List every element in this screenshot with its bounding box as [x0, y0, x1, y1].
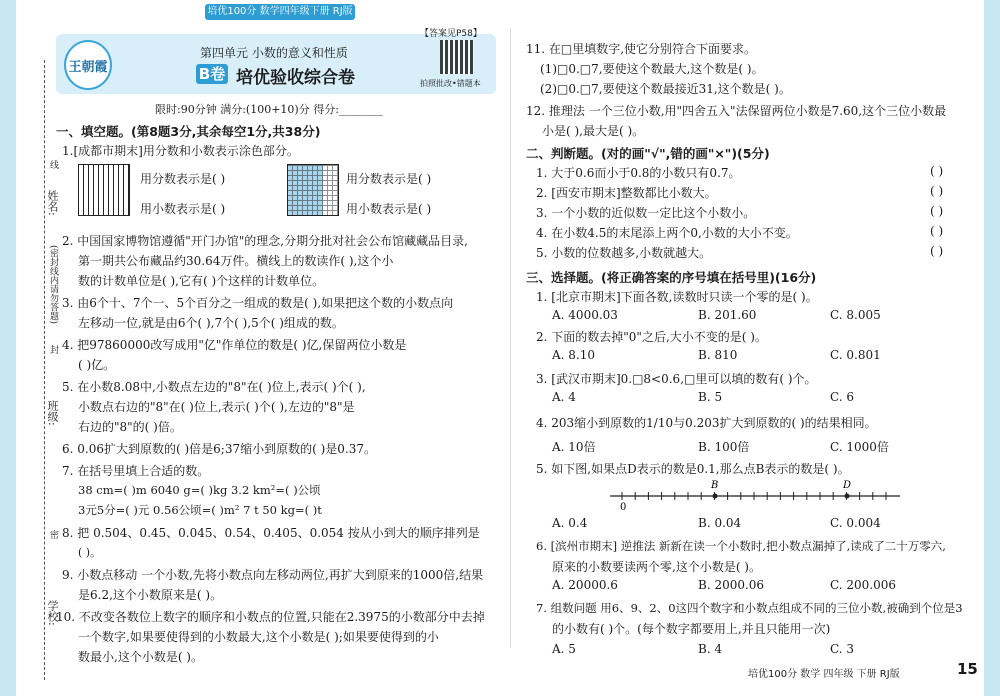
- question-5-line-2: 小数点右边的"8"在( )位上,表示( )个( ),左边的"8"是: [78, 400, 355, 414]
- choice-7-line-2: 的小数有( )个。(每个数字都要用上,并且只能用一次): [552, 622, 831, 636]
- judge-4-answer[interactable]: ( ): [930, 224, 944, 238]
- seal-line: [44, 60, 46, 680]
- left-border-wave: [0, 0, 16, 696]
- question-10-line-1: 10. 不改变各数位上数字的顺序和小数点的位置,只能在2.3975的小数部分中去掉: [56, 610, 485, 624]
- school-label: 学校:: [46, 600, 59, 626]
- choice-2-c[interactable]: C. 0.801: [830, 348, 881, 362]
- point-d-label: D: [843, 480, 852, 491]
- judge-5-answer[interactable]: ( ): [930, 244, 944, 258]
- qr-caption: 拍照批改•错题本: [420, 79, 481, 88]
- seal-mark-2: 封: [48, 345, 58, 354]
- choice-7-c[interactable]: C. 3: [830, 642, 855, 656]
- choice-4: 4. 203缩小到原数的1/10与0.203扩大到原数的( )的结果相同。: [536, 416, 877, 430]
- question-11-part-2: (2)□0.□7,要使这个数最接近31,这个数是( )。: [540, 82, 791, 96]
- seal-mark-1: 线: [48, 160, 58, 169]
- question-7-row-1: 38 cm=( )m 6040 g=( )kg 3.2 km²=( )公顷: [78, 483, 321, 497]
- question-9-line-1: 9. 小数点移动 一个小数,先将小数点向左移动两位,再扩大到原来的1000倍,结果: [62, 568, 484, 582]
- brand-logo: 王朝霞: [64, 40, 112, 90]
- choice-5: 5. 如下图,如果点D表示的数是0.1,那么点B表示的数是( )。: [536, 462, 850, 476]
- question-2-line-3: 数的计数单位是( ),它有( )个这样的计数单位。: [78, 274, 325, 288]
- choice-4-c[interactable]: C. 1000倍: [830, 440, 889, 454]
- judge-3-answer[interactable]: ( ): [930, 204, 944, 218]
- q1-fraction-a: 用分数表示是( ): [140, 172, 226, 186]
- choice-1-b[interactable]: B. 201.60: [698, 308, 757, 322]
- section-judge-title: 二、判断题。(对的画"√",错的画"×")(5分): [526, 146, 770, 161]
- point-d-marker: [845, 494, 850, 499]
- choice-6-b[interactable]: B. 2000.06: [698, 578, 765, 592]
- seal-mark-3: 密: [48, 530, 58, 539]
- binding-margin: [16, 0, 59, 696]
- question-10-line-2: 一个数字,如果要使得到的小数最大,这个小数是( );如果要使得到的小: [78, 630, 439, 644]
- choice-3-c[interactable]: C. 6: [830, 390, 855, 404]
- q1-decimal-a: 用小数表示是( ): [140, 202, 226, 216]
- section-fill-in-title: 一、填空题。(第8题3分,其余每空1分,共38分): [56, 124, 321, 139]
- question-3-line-2: 左移动一位,就是由6个( ),7个( ),5个( )组成的数。: [78, 316, 344, 330]
- right-border-wave: [984, 0, 1000, 696]
- seal-note: (密封线内请勿答题): [48, 245, 58, 325]
- page-footer: 培优100分 数学 四年级 下册 RJ版: [748, 669, 900, 680]
- zero-label: 0: [620, 502, 627, 512]
- book-banner: 培优100分 数学四年级下册 RJ版: [205, 4, 355, 20]
- page-number: 15: [957, 660, 978, 678]
- page-title: 培优验收综合卷: [236, 68, 355, 88]
- judge-1-answer[interactable]: ( ): [930, 164, 944, 178]
- choice-3-b[interactable]: B. 5: [698, 390, 723, 404]
- question-6: 6. 0.06扩大到原数的( )倍是6;37缩小到原数的( )是0.37。: [62, 442, 377, 456]
- grid-lines: [287, 164, 339, 216]
- choice-3-a[interactable]: A. 4: [552, 390, 576, 404]
- point-b-label: B: [711, 480, 719, 491]
- choice-4-b[interactable]: B. 100倍: [698, 440, 750, 454]
- question-7-row-2: 3元5分=( )元 0.56公顷=( )m² 7 t 50 kg=( )t: [78, 503, 322, 517]
- question-5-line-3: 右边的"8"的( )倍。: [78, 420, 182, 434]
- judge-2-answer[interactable]: ( ): [930, 184, 944, 198]
- q1-decimal-b: 用小数表示是( ): [346, 202, 432, 216]
- judge-2: 2. [西安市期末]整数都比小数大。: [536, 186, 717, 200]
- question-12-line-1: 12. 推理法 一个三位小数,用"四舍五入"法保留两位小数是7.60,这个三位小数最: [526, 104, 947, 118]
- question-3-line-1: 3. 由6个十、7个一、5个百分之一组成的数是( ),如果把这个数的小数点向: [62, 296, 454, 310]
- choice-5-c[interactable]: C. 0.004: [830, 516, 881, 530]
- choice-7-b[interactable]: B. 4: [698, 642, 723, 656]
- question-10-line-3: 数最小,这个小数是( )。: [78, 650, 203, 664]
- point-b-marker: [713, 494, 718, 499]
- number-line-figure: [600, 476, 910, 512]
- choice-4-a[interactable]: A. 10倍: [552, 440, 596, 454]
- choice-6-line-2: 原来的小数要读两个零,这个小数是( )。: [552, 560, 761, 574]
- name-label: 姓名:: [46, 190, 59, 216]
- question-11-part-1: (1)□0.□7,要使这个数最大,这个数是( )。: [540, 62, 764, 76]
- choice-7-a[interactable]: A. 5: [552, 642, 576, 656]
- qr-code-icon[interactable]: [440, 40, 474, 74]
- choice-6-a[interactable]: A. 20000.6: [552, 578, 618, 592]
- choice-1-a[interactable]: A. 4000.03: [552, 308, 618, 322]
- question-7: 7. 在括号里填上合适的数。: [62, 464, 210, 478]
- shaded-strips-figure: [78, 164, 130, 216]
- question-2-line-2: 第一期共公布藏品约30.64万件。横线上的数读作( ),这个小: [78, 254, 394, 268]
- column-divider: [510, 28, 511, 648]
- judge-3: 3. 一个小数的近似数一定比这个小数小。: [536, 206, 756, 220]
- question-4-line-1: 4. 把97860000改写成用"亿"作单位的数是( )亿,保留两位小数是: [62, 338, 407, 352]
- section-choice-title: 三、选择题。(将正确答案的序号填在括号里)(16分): [526, 270, 817, 285]
- choice-7-line-1: 7. 组数问题 用6、9、2、0这四个数字和小数点组成不同的三位小数,被确到个位是3: [536, 601, 963, 615]
- choice-3: 3. [武汉市期末]0.□8<0.6,□里可以填的数有( )个。: [536, 372, 817, 386]
- unit-title: 第四单元 小数的意义和性质: [200, 46, 348, 60]
- class-label: 班级:: [46, 400, 59, 426]
- judge-1: 1. 大于0.6而小于0.8的小数只有0.7。: [536, 166, 741, 180]
- choice-2-a[interactable]: A. 8.10: [552, 348, 596, 362]
- question-9-line-2: 是6.2,这个小数原来是( )。: [78, 588, 223, 602]
- choice-6-line-1: 6. [滨州市期末] 逆推法 新新在读一个小数时,把小数点漏掉了,读成了二十万零六,: [536, 539, 946, 553]
- question-4-line-2: ( )亿。: [78, 358, 116, 372]
- question-8-line-1: 8. 把 0.504、0.45、0.045、0.54、0.405、0.054 按从小到大的顺序排列是: [62, 526, 480, 540]
- question-5-line-1: 5. 在小数8.08中,小数点左边的"8"在( )位上,表示( )个( ),: [62, 380, 366, 394]
- choice-2: 2. 下面的数去掉"0"之后,大小不变的是( )。: [536, 330, 767, 344]
- choice-5-b[interactable]: B. 0.04: [698, 516, 742, 530]
- question-8-line-2: ( )。: [78, 546, 102, 559]
- q1-fraction-b: 用分数表示是( ): [346, 172, 432, 186]
- question-1: 1.[成都市期末]用分数和小数表示涂色部分。: [62, 144, 299, 158]
- question-2-line-1: 2. 中国国家博物馆遵循"开门办馆"的理念,分期分批对社会公布馆藏藏品目录,: [62, 234, 468, 248]
- choice-1-c[interactable]: C. 8.005: [830, 308, 881, 322]
- choice-1: 1. [北京市期末]下面各数,读数时只读一个零的是( )。: [536, 290, 818, 304]
- choice-5-a[interactable]: A. 0.4: [552, 516, 588, 530]
- judge-5: 5. 小数的位数越多,小数就越大。: [536, 246, 712, 260]
- choice-6-c[interactable]: C. 200.006: [830, 578, 897, 592]
- volume-badge: B卷: [196, 64, 228, 84]
- judge-4: 4. 在小数4.5的末尾添上两个0,小数的大小不变。: [536, 226, 798, 240]
- question-11: 11. 在□里填数字,使它分别符合下面要求。: [526, 42, 757, 56]
- answer-reference: 【答案见P58】: [420, 29, 482, 39]
- exam-meta: 限时:90分钟 满分:(100+10)分 得分:________: [155, 103, 383, 116]
- question-12-line-2: 小是( ),最大是( )。: [542, 124, 645, 138]
- choice-2-b[interactable]: B. 810: [698, 348, 738, 362]
